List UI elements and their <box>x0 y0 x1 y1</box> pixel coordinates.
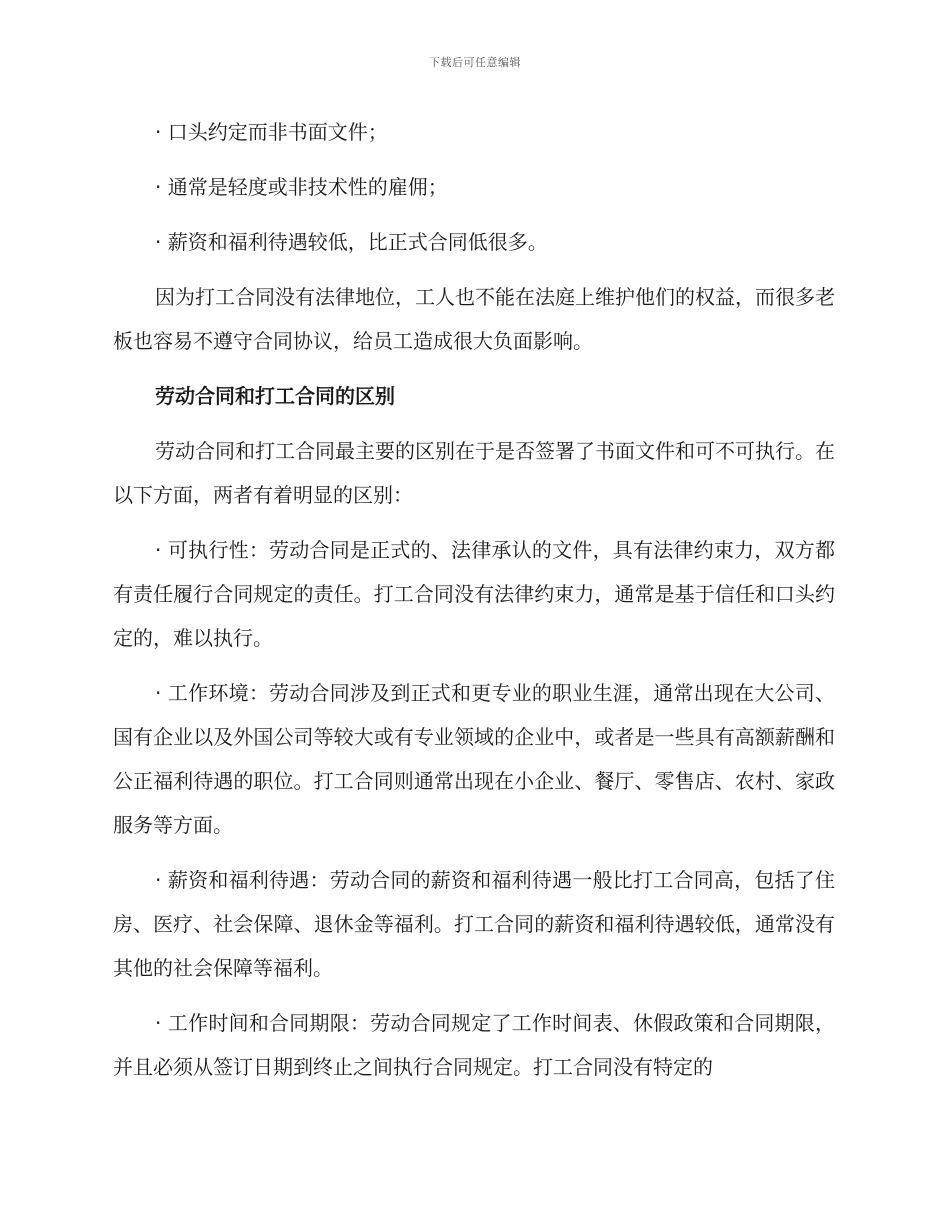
paragraph-legal-status: 因为打工合同没有法律地位，工人也不能在法庭上维护他们的权益，而很多老板也容易不遵守合同协议，给员工造成很大负面影响。 <box>113 285 835 353</box>
point-enforceability: · 可执行性：劳动合同是正式的、法律承认的文件，具有法律约束力，双方都有责任履行合同规定的责任。打工合同没有法律约束力，通常是基于信任和口头约定的，难以执行。 <box>113 538 835 650</box>
point-pay-benefits: · 薪资和福利待遇：劳动合同的薪资和福利待遇一般比打工合同高，包括了住房、医疗、社会保障、退休金等福利。打工合同的薪资和福利待遇较低，通常没有其他的社会保障等福利。 <box>113 868 835 980</box>
bullet-light-employment: · 通常是轻度或非技术性的雇佣； <box>155 175 448 199</box>
page-header: 下载后可任意编辑 <box>429 56 521 69</box>
document-body <box>113 110 835 1100</box>
bullet-low-pay: · 薪资和福利待遇较低，比正式合同低很多。 <box>155 230 548 254</box>
bullet-oral-agreement: · 口头约定而非书面文件； <box>155 120 388 144</box>
point-work-environment: · 工作环境：劳动合同涉及到正式和更专业的职业生涯，通常出现在大公司、国有企业以及外国公司等较大或有专业领域的企业中，或者是一些具有高额薪酬和公正福利待遇的职位。打工合同则通常出现在小企业、餐厅、零售店、农村、家政服务等方面。 <box>113 681 835 837</box>
point-hours-term: · 工作时间和合同期限：劳动合同规定了工作时间表、休假政策和合同期限，并且必须从签订日期到终止之间执行合同规定。打工合同没有特定的 <box>113 1011 835 1079</box>
paragraph-main-difference: 劳动合同和打工合同最主要的区别在于是否签署了书面文件和可不可执行。在以下方面，两者有着明显的区别： <box>113 439 835 507</box>
section-heading: 劳动合同和打工合同的区别 <box>155 384 395 408</box>
